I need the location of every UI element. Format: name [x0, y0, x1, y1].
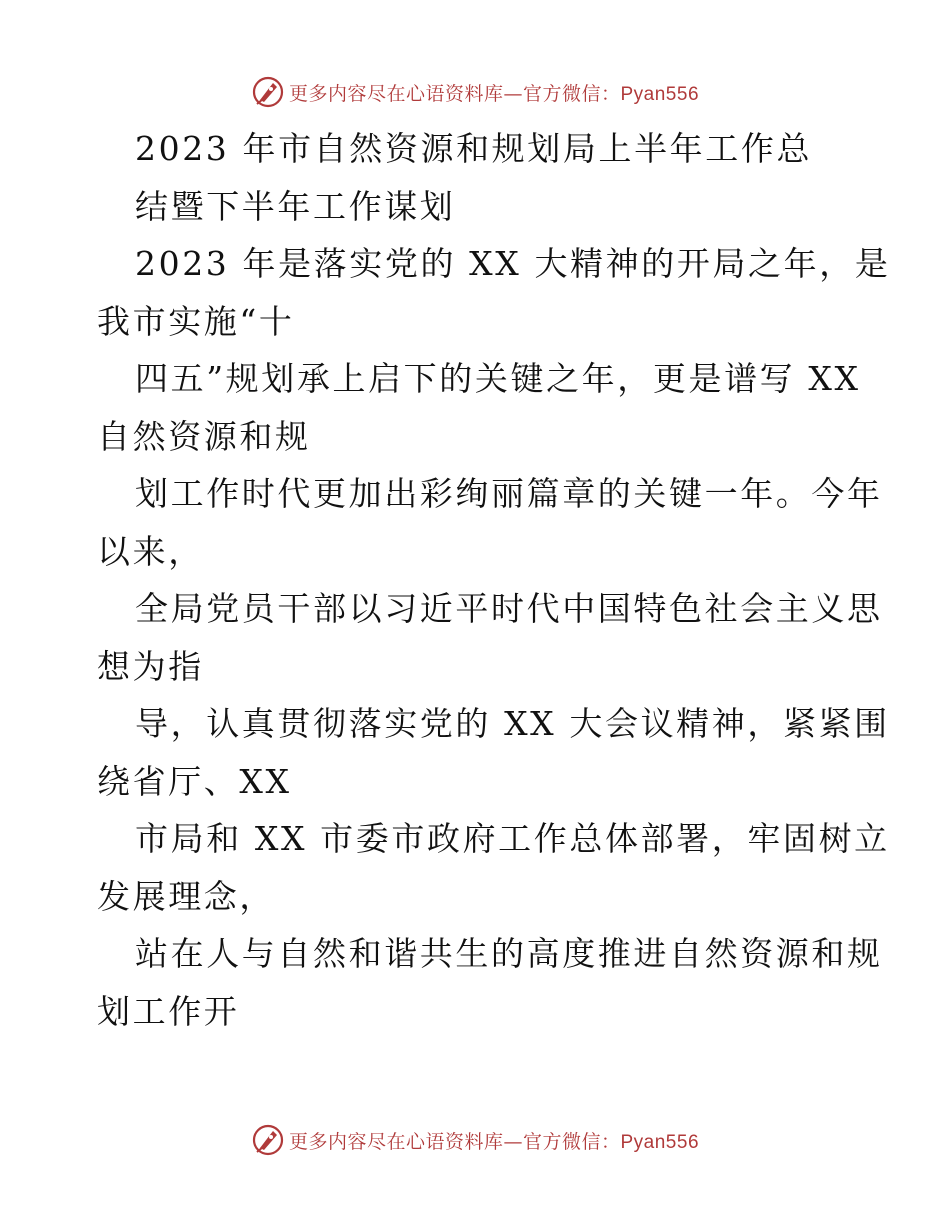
paragraph-line: 2023 年是落实党的 XX 大精神的开局之年，是 [135, 244, 891, 283]
pen-nib-logo-icon [251, 1123, 285, 1157]
title-line-2: 结暨下半年工作谋划 [135, 186, 456, 226]
title-line-1: 2023 年市自然资源和规划局上半年工作总 [135, 129, 813, 168]
paragraph-line: 全局党员干部以习近平时代中国特色社会主义思 [135, 589, 883, 628]
pen-nib-logo-icon [251, 75, 285, 109]
paragraph-line: 划工作开 [97, 991, 240, 1031]
paragraph-line: 我市实施“十 [97, 301, 295, 341]
paragraph-line: 导，认真贯彻落实党的 XX 大会议精神，紧紧围 [135, 704, 890, 743]
banner-text: 更多内容尽在心语资料库—官方微信：Pyan556 [288, 1130, 700, 1153]
paragraph-line: 四五”规划承上启下的关键之年，更是谱写 XX [135, 359, 861, 398]
paragraph-line: 想为指 [97, 646, 204, 686]
document-body [97, 120, 891, 1040]
banner-text: 更多内容尽在心语资料库—官方微信：Pyan556 [288, 82, 700, 105]
paragraph-line: 自然资源和规 [97, 416, 311, 456]
paragraph-line: 市局和 XX 市委市政府工作总体部署，牢固树立 [135, 819, 890, 858]
footer-banner [0, 1120, 950, 1160]
paragraph-line: 划工作时代更加出彩绚丽篇章的关键一年。今年 [135, 474, 883, 513]
paragraph-line: 以来， [97, 531, 204, 571]
header-banner [0, 72, 950, 112]
paragraph-line: 发展理念， [97, 876, 275, 916]
paragraph-line: 绕省厅、XX [97, 761, 292, 801]
paragraph-line: 站在人与自然和谐共生的高度推进自然资源和规 [135, 934, 883, 973]
